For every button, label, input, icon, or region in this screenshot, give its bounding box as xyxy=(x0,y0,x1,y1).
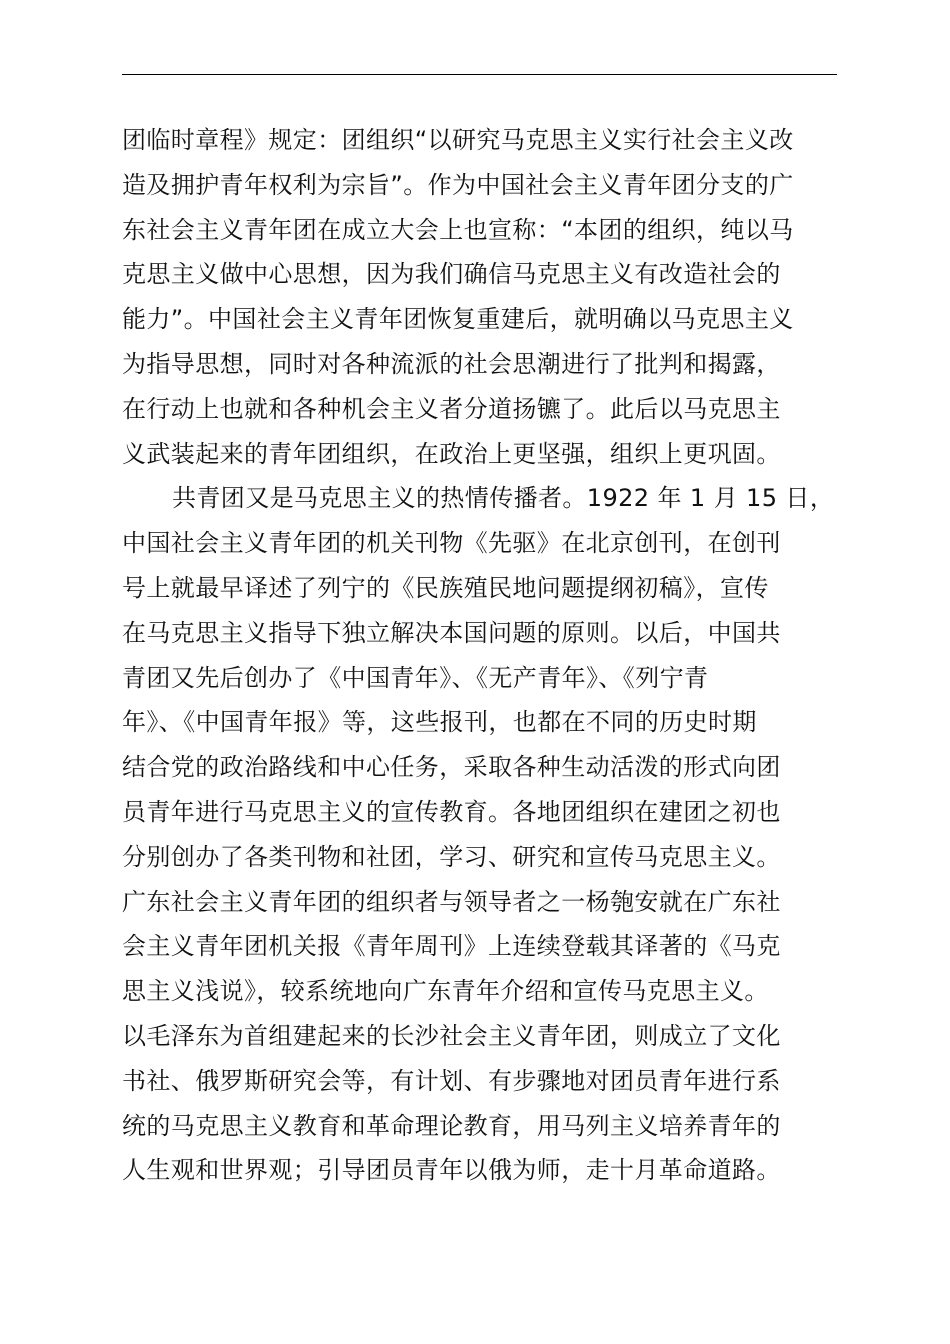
text-line: 号上就最早译述了列宁的《民族殖民地问题提纲初稿》，宣传 xyxy=(122,573,769,602)
text-line: 会主义青年团机关报《青年周刊》上连续登载其译著的《马克 xyxy=(122,932,781,961)
text-line: 义武装起来的青年团组织，在政治上更坚强，组织上更巩固。 xyxy=(122,439,781,468)
text-line: 中国社会主义青年团的机关刊物《先驱》在北京创刊，在创刊 xyxy=(122,529,781,558)
text-line: 能力”。中国社会主义青年团恢复重建后，就明确以马克思主义 xyxy=(122,305,794,334)
text-line: 东社会主义青年团在成立大会上也宣称：“本团的组织，纯以马 xyxy=(122,215,794,244)
text-line: 统的马克思主义教育和革命理论教育，用马列主义培养青年的 xyxy=(122,1111,781,1140)
text-line: 造及拥护青年权利为宗旨”。作为中国社会主义青年团分支的广 xyxy=(122,170,794,199)
paragraph-first-line: 共青团又是马克思主义的热情传播者。1922 年 1 月 15 日， xyxy=(172,484,835,513)
text-line: 分别创办了各类刊物和社团，学习、研究和宣传马克思主义。 xyxy=(122,842,781,871)
text-line: 思主义浅说》，较系统地向广东青年介绍和宣传马克思主义。 xyxy=(122,977,769,1006)
text-line: 年》、《中国青年报》等，这些报刊，也都在不同的历史时期 xyxy=(122,708,757,737)
text-line: 人生观和世界观；引导团员青年以俄为师，走十月革命道路。 xyxy=(122,1156,781,1185)
text-line: 书社、俄罗斯研究会等，有计划、有步骤地对团员青年进行系 xyxy=(122,1066,781,1095)
text-line: 为指导思想，同时对各种流派的社会思潮进行了批判和揭露， xyxy=(122,349,781,378)
text-line: 以毛泽东为首组建起来的长沙社会主义青年团，则成立了文化 xyxy=(122,1021,781,1050)
text-line: 在行动上也就和各种机会主义者分道扬镳了。此后以马克思主 xyxy=(122,394,781,423)
text-line: 广东社会主义青年团的组织者与领导者之一杨匏安就在广东社 xyxy=(122,887,781,916)
text-line: 在马克思主义指导下独立解决本国问题的原则。以后，中国共 xyxy=(122,618,781,647)
text-line: 青团又先后创办了《中国青年》、《无产青年》、《列宁青 xyxy=(122,663,709,692)
body-text xyxy=(122,118,882,1193)
text-line: 团临时章程》规定：团组织“以研究马克思主义实行社会主义改 xyxy=(122,126,794,154)
text-line: 克思主义做中心思想，因为我们确信马克思主义有改造社会的 xyxy=(122,260,781,289)
text-line: 员青年进行马克思主义的宣传教育。各地团组织在建团之初也 xyxy=(122,797,781,826)
header-rule xyxy=(122,74,837,75)
text-line: 结合党的政治路线和中心任务，采取各种生动活泼的形式向团 xyxy=(122,753,781,782)
